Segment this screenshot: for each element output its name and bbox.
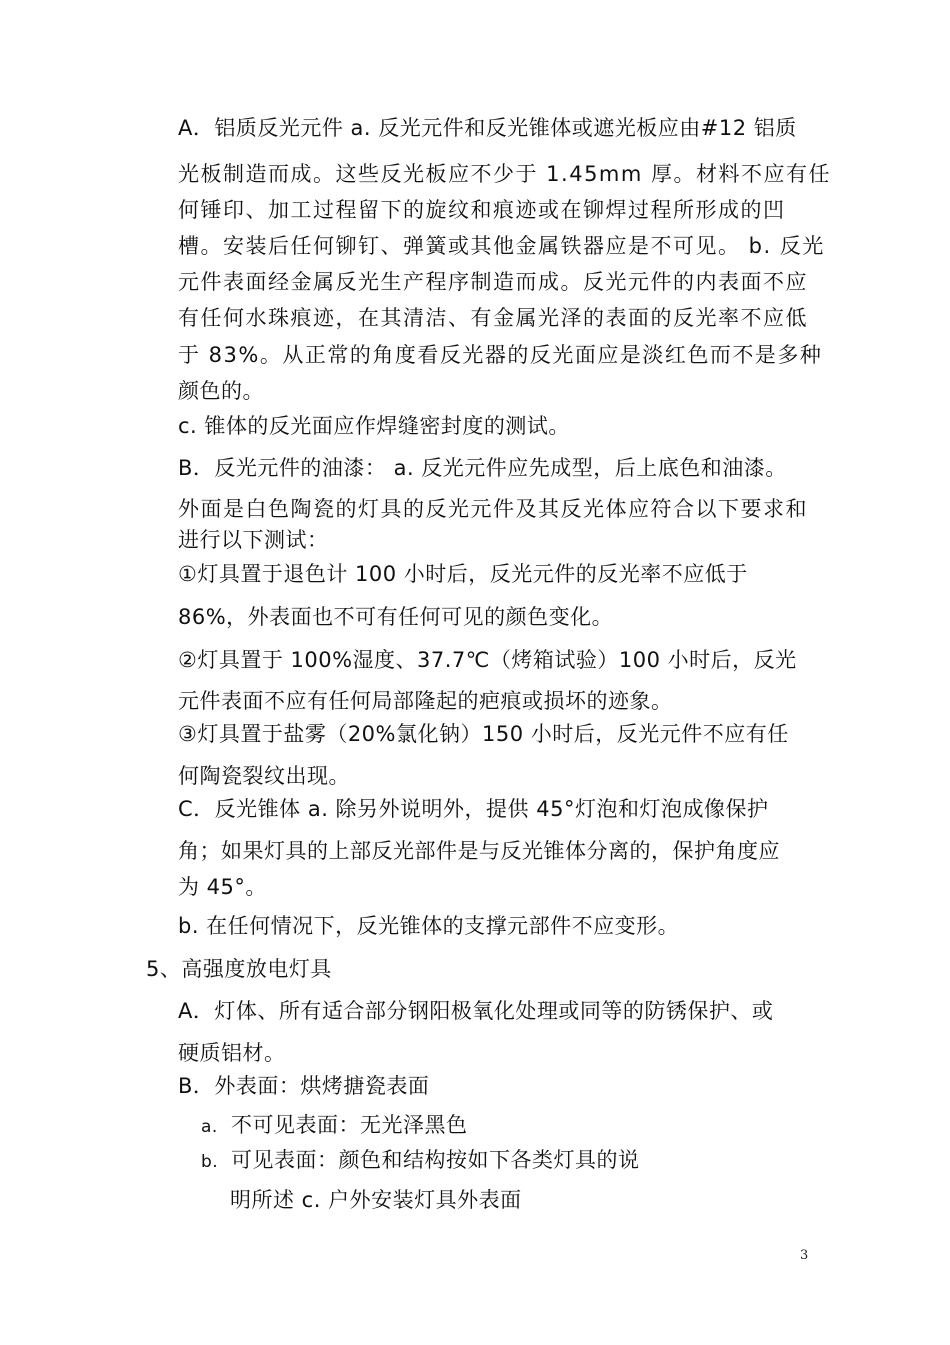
- text-line: B．外表面：烘烤搪瓷表面: [178, 1074, 430, 1098]
- text-line: 外面是白色陶瓷的灯具的反光元件及其反光体应符合以下要求和: [178, 497, 808, 521]
- text-line: C．反光锥体 a. 除另外说明外，提供 45°灯泡和灯泡成像保护: [178, 797, 769, 821]
- text-line: 何陶瓷裂纹出现。: [178, 764, 350, 788]
- text-line: B．反光元件的油漆： a. 反光元件应先成型，后上底色和油漆。: [178, 456, 787, 480]
- text-line: 明所述 c. 户外安装灯具外表面: [230, 1188, 522, 1212]
- page-number: 3: [800, 1248, 809, 1263]
- section-heading: 5、高强度放电灯具: [146, 957, 332, 981]
- text-line: b. 在任何情况下，反光锥体的支撑元部件不应变形。: [178, 914, 680, 938]
- text-line: ②灯具置于 100%湿度、37.7℃（烤箱试验）100 小时后，反光: [178, 648, 797, 672]
- text-line: 角；如果灯具的上部反光部件是与反光锥体分离的，保护角度应: [178, 839, 780, 863]
- text-line: 于 83%。从正常的角度看反光器的反光面应是淡红色而不是多种: [178, 343, 823, 367]
- text-line: 为 45°。: [178, 875, 267, 899]
- text-line: 有任何水珠痕迹，在其清洁、有金属光泽的表面的反光率不应低: [178, 306, 808, 330]
- text-line: A．灯体、所有适合部分钢阳极氧化处理或同等的防锈保护、或: [178, 999, 774, 1023]
- list-marker: b.: [201, 1152, 219, 1172]
- text-line: 光板制造而成。这些反光板应不少于 1.45mm 厚。材料不应有任: [178, 162, 832, 186]
- text-line: ①灯具置于退色计 100 小时后，反光元件的反光率不应低于: [178, 562, 748, 586]
- text-line: 86%，外表面也不可有任何可见的颜色变化。: [178, 605, 614, 629]
- list-item: [201, 1146, 640, 1176]
- list-item-text: 可见表面：颜色和结构按如下各类灯具的说: [231, 1148, 640, 1172]
- text-line: 硬质铝材。: [178, 1041, 286, 1065]
- text-line: c. 锥体的反光面应作焊缝密封度的测试。: [178, 414, 570, 438]
- text-line: A．铝质反光元件 a. 反光元件和反光锥体或遮光板应由#12 铝质: [178, 116, 797, 140]
- list-marker: a.: [201, 1117, 218, 1137]
- text-line: 元件表面不应有任何局部隆起的疤痕或损坏的迹象。: [178, 689, 673, 713]
- list-item: [201, 1111, 468, 1141]
- text-line: 槽。安装后任何铆钉、弹簧或其他金属铁器应是不可见。 b. 反光: [178, 234, 825, 258]
- text-line: 进行以下测试：: [178, 528, 329, 552]
- text-line: 元件表面经金属反光生产程序制造而成。反光元件的内表面不应: [178, 270, 808, 294]
- text-line: 颜色的。: [178, 379, 264, 403]
- list-item-text: 不可见表面：无光泽黑色: [231, 1113, 468, 1137]
- text-line: 何锤印、加工过程留下的旋纹和痕迹或在铆焊过程所形成的凹: [178, 198, 786, 222]
- text-line: ③灯具置于盐雾（20%氯化钠）150 小时后，反光元件不应有任: [178, 722, 789, 746]
